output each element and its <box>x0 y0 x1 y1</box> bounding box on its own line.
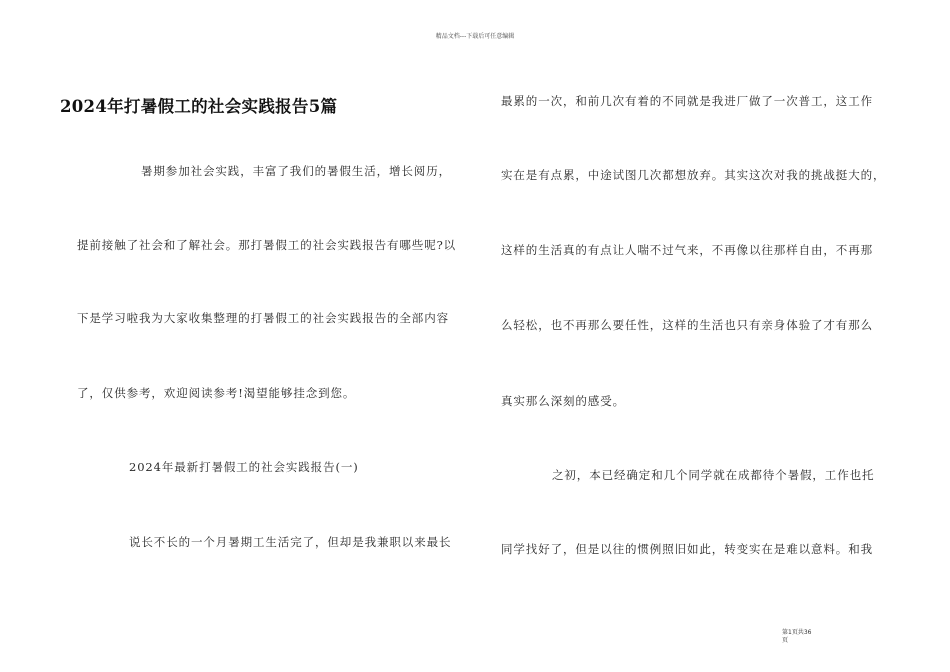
paragraph-line: 暑期参加社会实践，丰富了我们的暑假生活，增长阅历， <box>141 164 451 178</box>
page-number-suffix: 页 <box>782 637 789 644</box>
paragraph-line: 实在是有点累，中途试图几次都想放弃。其实这次对我的挑战挺大的， <box>501 168 886 182</box>
document-title: 2024年打暑假工的社会实践报告5篇 <box>60 97 338 116</box>
paragraph-line: 最累的一次，和前几次有着的不同就是我进厂做了一次普工，这工作 <box>501 94 873 108</box>
paragraph-line: 说长不长的一个月暑期工生活完了，但却是我兼职以来最长 <box>129 535 452 549</box>
page-number-label: 第1页共36 <box>782 629 812 636</box>
paragraph-line: 之初，本已经确定和几个同学就在成都待个暑假，工作也托 <box>552 468 875 482</box>
section-heading: 2024年最新打暑假工的社会实践报告(一) <box>129 460 359 474</box>
paragraph-line: 这样的生活真的有点让人喘不过气来，不再像以往那样自由，不再那 <box>501 243 873 257</box>
paragraph-line: 么轻松，也不再那么要任性，这样的生活也只有亲身体验了才有那么 <box>501 318 873 332</box>
page-header: 精品文档---下载后可任意编辑 <box>435 33 515 40</box>
paragraph-line: 真实那么深刻的感受。 <box>501 394 625 408</box>
paragraph-line: 同学找好了，但是以往的惯例照旧如此，转变实在是难以意料。和我 <box>501 542 873 556</box>
paragraph-line: 下是学习啦我为大家收集整理的打暑假工的社会实践报告的全部内容 <box>77 311 449 325</box>
paragraph-line: 了，仅供参考，欢迎阅读参考!渴望能够挂念到您。 <box>77 386 356 400</box>
paragraph-line: 提前接触了社会和了解社会。那打暑假工的社会实践报告有哪些呢?以 <box>77 238 457 252</box>
page-number <box>782 629 822 645</box>
